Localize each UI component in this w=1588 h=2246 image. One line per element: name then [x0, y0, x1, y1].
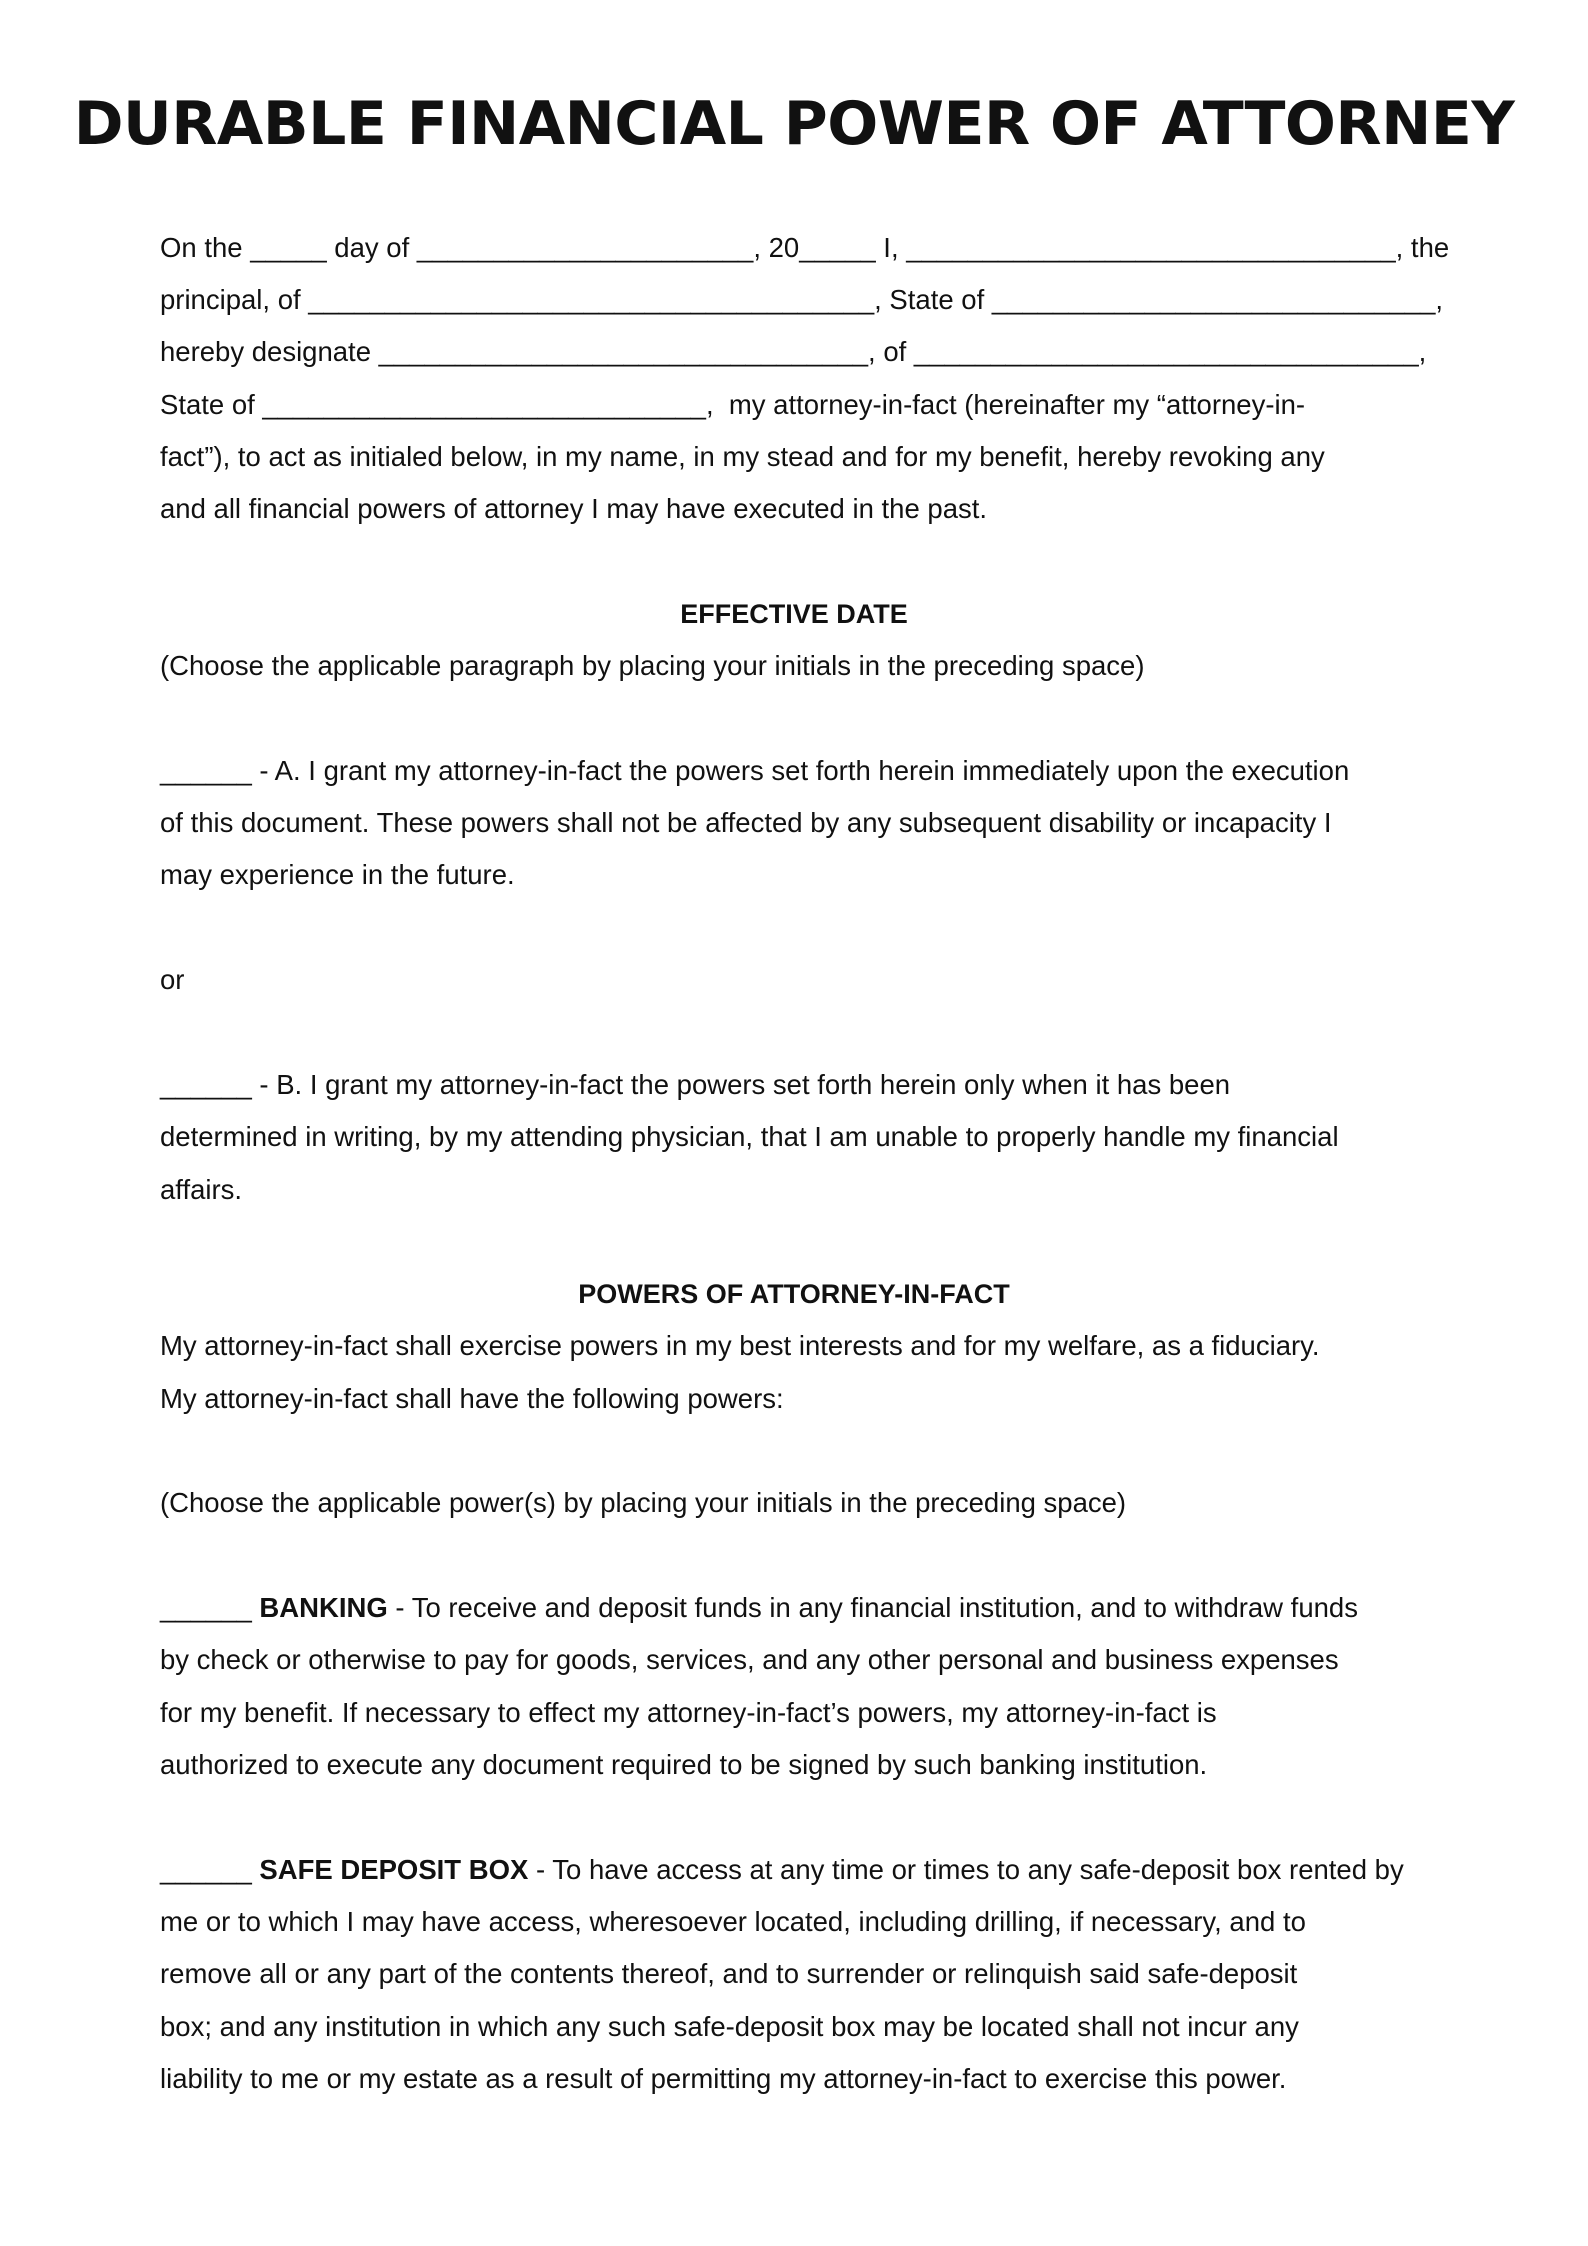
option-b-line-3: affairs.: [160, 1174, 243, 1205]
banking-line-3: for my benefit. If necessary to effect my attorney-in-fact’s powers, my attorney-in-fact is: [160, 1697, 1217, 1728]
option-b-line-1: ______ - B. I grant my attorney-in-fact the powers set forth herein only when it has been: [160, 1069, 1231, 1100]
option-a-line-2: of this document. These powers shall not be affected by any subsequent disability or incapacity I: [160, 807, 1332, 838]
safe-deposit-line-2: me or to which I may have access, wheresoever located, including drilling, if necessary, and to: [160, 1906, 1306, 1937]
intro-line-1: On the _____ day of ______________________, 20_____ I, ________________________________, the: [160, 232, 1450, 263]
powers-instruction: (Choose the applicable power(s) by placing your initials in the preceding space): [160, 1487, 1127, 1518]
banking-line-1: [160, 1588, 1358, 1628]
banking-line-2: by check or otherwise to pay for goods, services, and any other personal and business expenses: [160, 1644, 1339, 1675]
safe-deposit-initials-blank: ______: [160, 1854, 260, 1885]
option-a-line-3: may experience in the future.: [160, 859, 515, 890]
option-b-line-2: determined in writing, by my attending physician, that I am unable to properly handle my financial: [160, 1121, 1339, 1152]
or-label: or: [160, 964, 185, 995]
intro-line-4: State of _____________________________, my attorney-in-fact (hereinafter my “attorney-in-: [160, 389, 1306, 420]
intro-line-3: hereby designate ________________________________, of _________________________________,: [160, 336, 1427, 367]
banking-line-4: authorized to execute any document required to be signed by such banking institution.: [160, 1749, 1208, 1780]
powers-intro-line-1: My attorney-in-fact shall exercise powers in my best interests and for my welfare, as a fiduciary.: [160, 1330, 1320, 1361]
safe-deposit-line-1: [160, 1850, 1404, 1890]
effective-date-heading: EFFECTIVE DATE: [680, 599, 908, 629]
banking-initials-blank: ______: [160, 1592, 260, 1623]
banking-label: BANKING: [259, 1592, 388, 1623]
powers-heading: POWERS OF ATTORNEY-IN-FACT: [578, 1279, 1010, 1309]
powers-intro-line-2: My attorney-in-fact shall have the following powers:: [160, 1383, 784, 1414]
safe-deposit-line-5: liability to me or my estate as a result of permitting my attorney-in-fact to exercise this power.: [160, 2063, 1287, 2094]
document-title: DURABLE FINANCIAL POWER OF ATTORNEY: [73, 89, 1515, 159]
intro-line-5: fact”), to act as initialed below, in my name, in my stead and for my benefit, hereby revoking any: [160, 441, 1325, 472]
option-a-line-1: ______ - A. I grant my attorney-in-fact the powers set forth herein immediately upon the execution: [160, 755, 1350, 786]
intro-line-6: and all financial powers of attorney I may have executed in the past.: [160, 493, 988, 524]
intro-line-2: principal, of _____________________________________, State of _____________________________,: [160, 284, 1444, 315]
safe-deposit-first-line-text: - To have access at any time or times to any safe-deposit box rented by: [528, 1854, 1404, 1885]
banking-first-line-text: - To receive and deposit funds in any financial institution, and to withdraw funds: [387, 1592, 1358, 1623]
effective-date-instruction: (Choose the applicable paragraph by placing your initials in the preceding space): [160, 650, 1145, 681]
safe-deposit-label: SAFE DEPOSIT BOX: [259, 1854, 529, 1885]
safe-deposit-line-4: box; and any institution in which any such safe-deposit box may be located shall not incur any: [160, 2011, 1299, 2042]
safe-deposit-line-3: remove all or any part of the contents thereof, and to surrender or relinquish said safe-deposit: [160, 1958, 1298, 1989]
